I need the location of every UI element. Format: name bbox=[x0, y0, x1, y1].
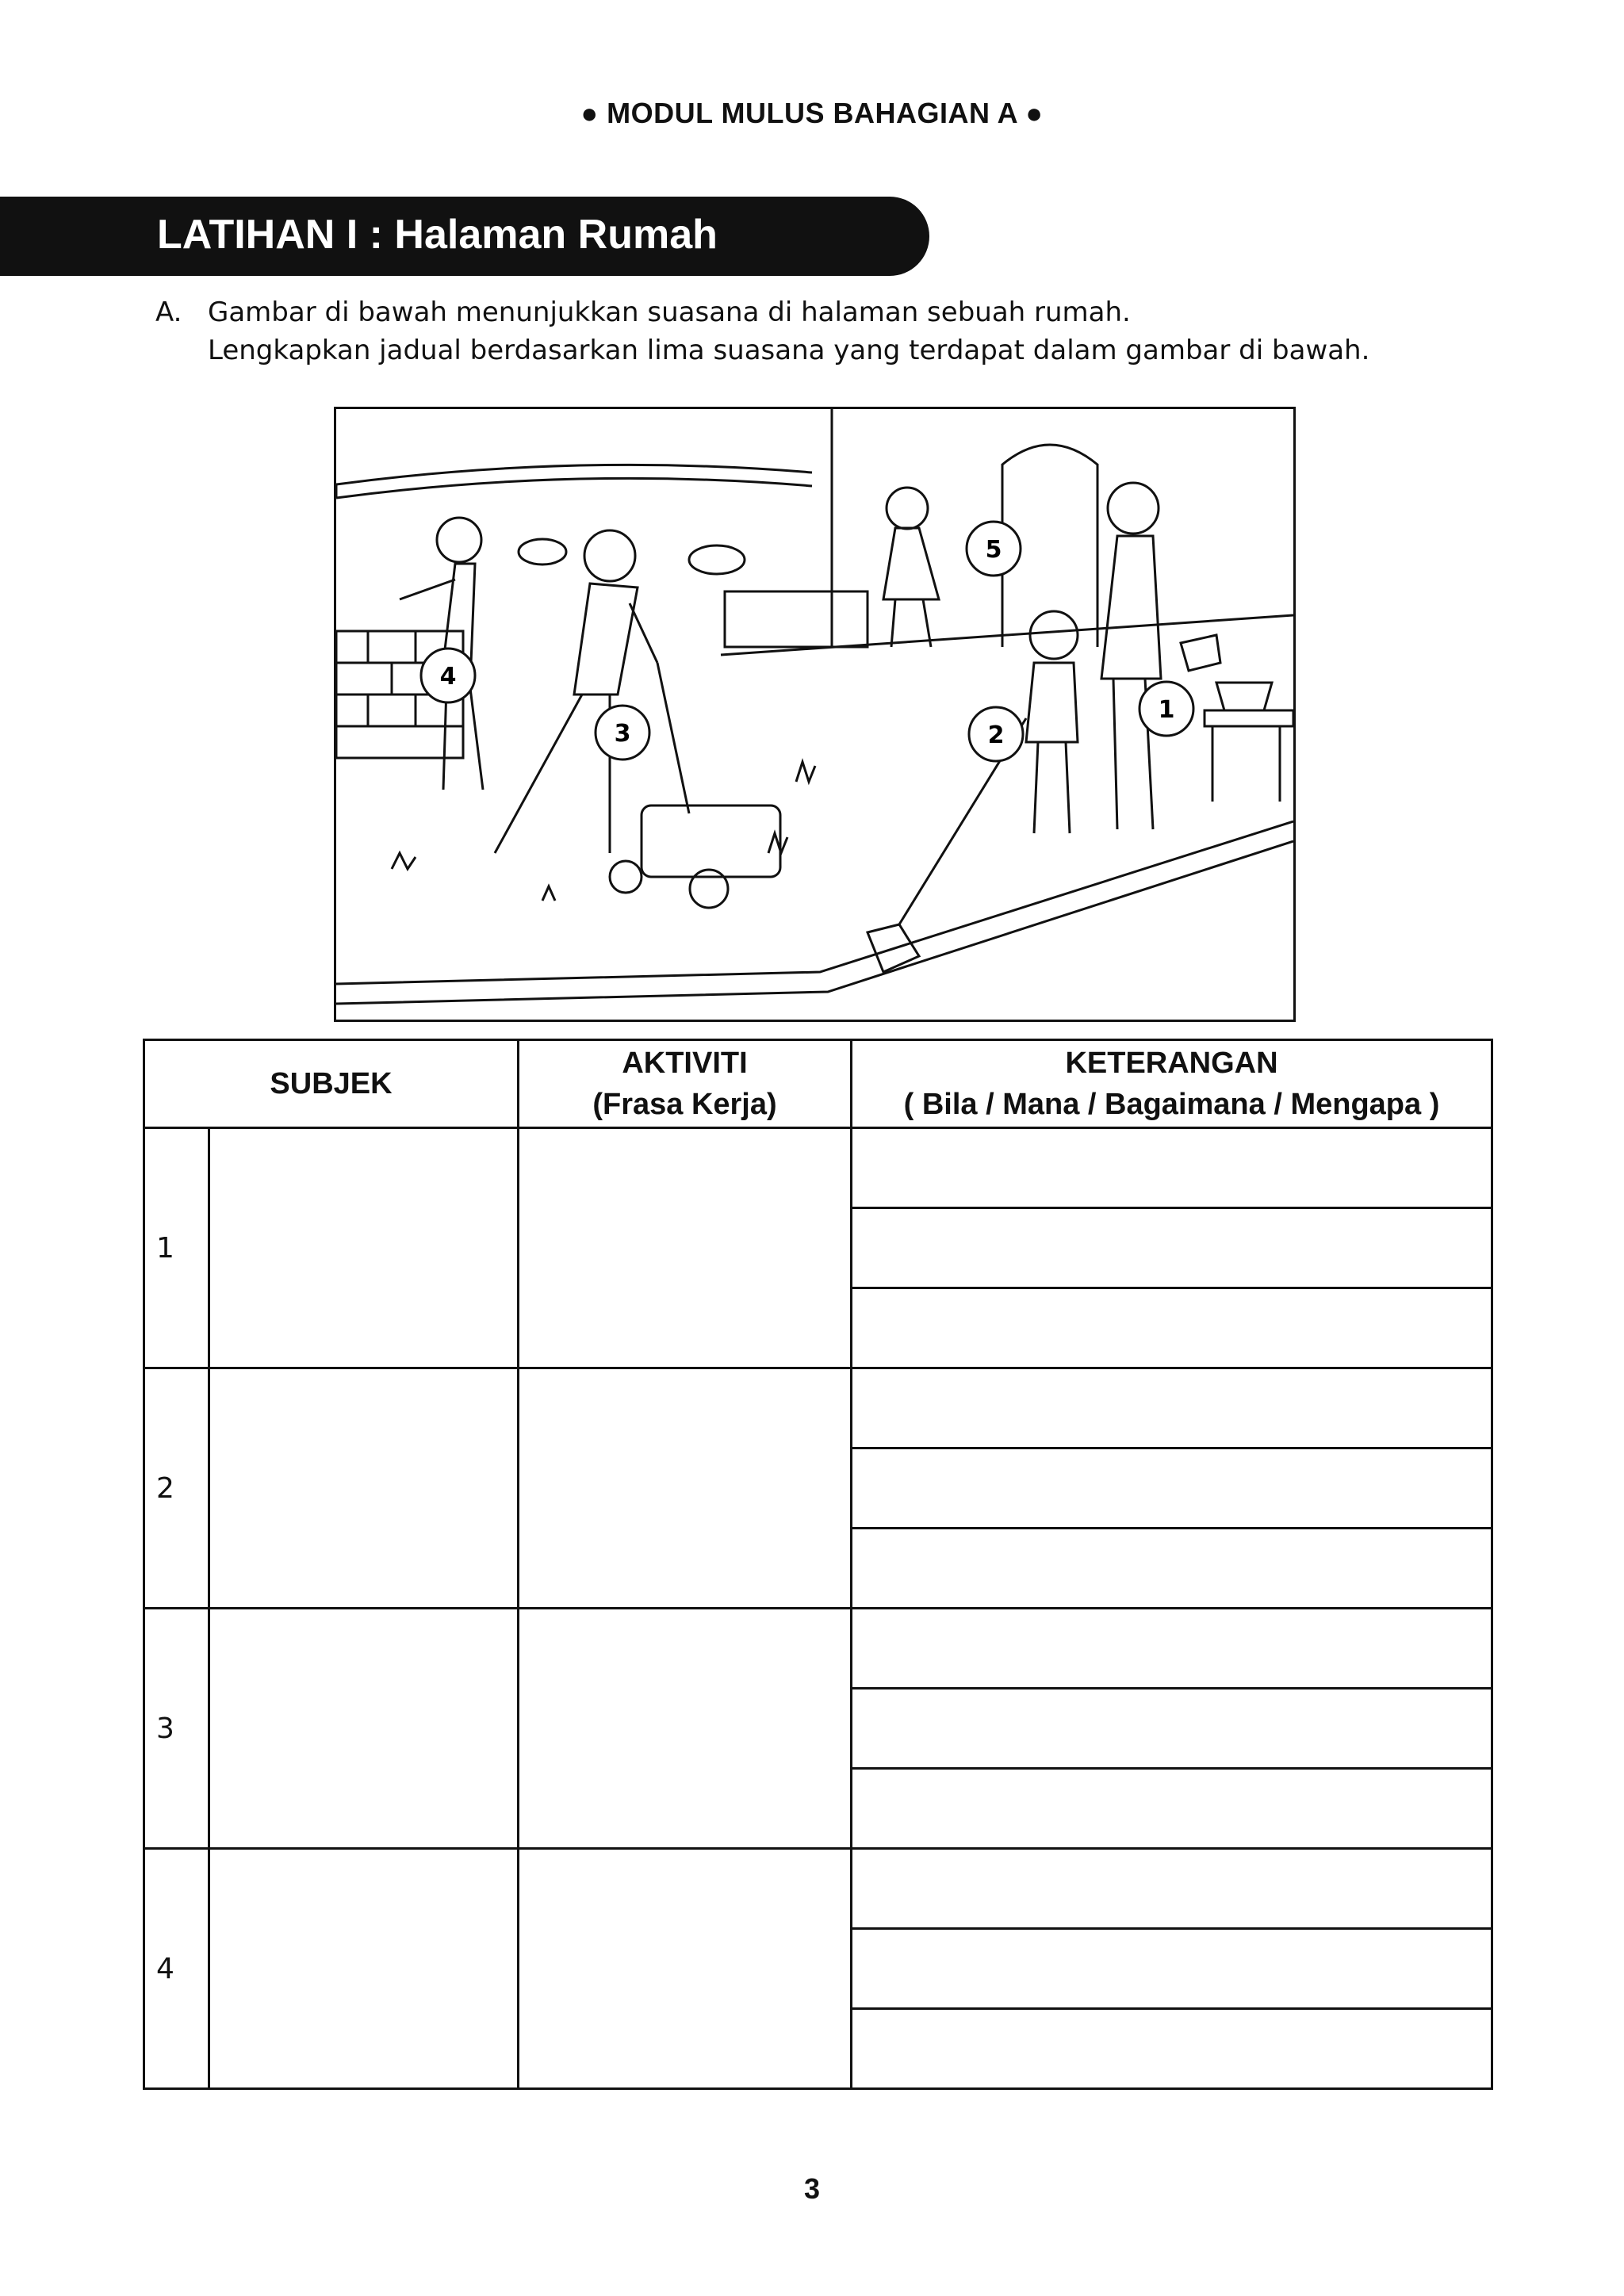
table-row bbox=[144, 1609, 1492, 1689]
header-activity-title: AKTIVITI bbox=[622, 1047, 748, 1080]
svg-text:5: 5 bbox=[985, 536, 1002, 564]
subject-answer-cell[interactable] bbox=[209, 1128, 519, 1368]
svg-text:3: 3 bbox=[614, 720, 631, 748]
description-answer-line[interactable] bbox=[852, 1529, 1492, 1609]
description-answer-line[interactable] bbox=[852, 1368, 1492, 1448]
description-answer-line[interactable] bbox=[852, 1208, 1492, 1288]
description-answer-line[interactable] bbox=[852, 1769, 1492, 1849]
module-header: ● MODUL MULUS BAHAGIAN A ● bbox=[580, 97, 1044, 129]
table-row bbox=[144, 1368, 1492, 1448]
activity-answer-cell[interactable] bbox=[519, 1128, 852, 1368]
description-answer-line[interactable] bbox=[852, 1929, 1492, 2009]
description-answer-line[interactable] bbox=[852, 1609, 1492, 1689]
garden-scene-drawing bbox=[336, 409, 1293, 1020]
instruction-line-2: Lengkapkan jadual berdasarkan lima suasana yang terdapat dalam gambar di bawah. bbox=[208, 335, 1370, 366]
description-answer-line[interactable] bbox=[852, 1689, 1492, 1769]
marker-4 bbox=[421, 649, 475, 702]
marker-1 bbox=[1139, 682, 1193, 736]
header-description-subtitle: ( Bila / Mana / Bagaimana / Mengapa ) bbox=[903, 1088, 1440, 1121]
activity-answer-cell[interactable] bbox=[519, 1368, 852, 1609]
answer-table bbox=[143, 1039, 1493, 2090]
marker-2 bbox=[969, 707, 1023, 761]
activity-answer-cell[interactable] bbox=[519, 1609, 852, 1849]
page-title: LATIHAN I : Halaman Rumah bbox=[157, 212, 718, 258]
subject-answer-cell[interactable] bbox=[209, 1368, 519, 1609]
table-header-row bbox=[144, 1040, 1492, 1128]
activity-answer-cell[interactable] bbox=[519, 1849, 852, 2089]
marker-5 bbox=[967, 522, 1021, 576]
description-answer-line[interactable] bbox=[852, 1849, 1492, 1929]
page-number: 3 bbox=[803, 2172, 821, 2205]
description-answer-line[interactable] bbox=[852, 2009, 1492, 2089]
table-row bbox=[144, 1128, 1492, 1208]
description-answer-line[interactable] bbox=[852, 1448, 1492, 1529]
garden-illustration bbox=[334, 407, 1296, 1022]
header-description-title: KETERANGAN bbox=[1065, 1047, 1278, 1080]
svg-text:1: 1 bbox=[1158, 696, 1175, 724]
description-answer-line[interactable] bbox=[852, 1128, 1492, 1208]
instruction-line-1: Gambar di bawah menunjukkan suasana di halaman sebuah rumah. bbox=[208, 297, 1131, 328]
header-activity-subtitle: (Frasa Kerja) bbox=[592, 1088, 777, 1121]
subject-answer-cell[interactable] bbox=[209, 1849, 519, 2089]
table-row bbox=[144, 1849, 1492, 1929]
row-number: 3 bbox=[144, 1609, 209, 1849]
svg-text:4: 4 bbox=[439, 663, 457, 691]
marker-3 bbox=[596, 706, 649, 760]
instruction-letter: A. bbox=[155, 297, 182, 328]
row-number: 2 bbox=[144, 1368, 209, 1609]
row-number: 1 bbox=[144, 1128, 209, 1368]
description-answer-line[interactable] bbox=[852, 1288, 1492, 1368]
header-description bbox=[852, 1040, 1492, 1128]
subject-answer-cell[interactable] bbox=[209, 1609, 519, 1849]
header-activity bbox=[519, 1040, 852, 1128]
row-number: 4 bbox=[144, 1849, 209, 2089]
svg-text:2: 2 bbox=[987, 721, 1005, 749]
header-subject: SUBJEK bbox=[144, 1040, 519, 1128]
title-banner bbox=[0, 197, 929, 276]
